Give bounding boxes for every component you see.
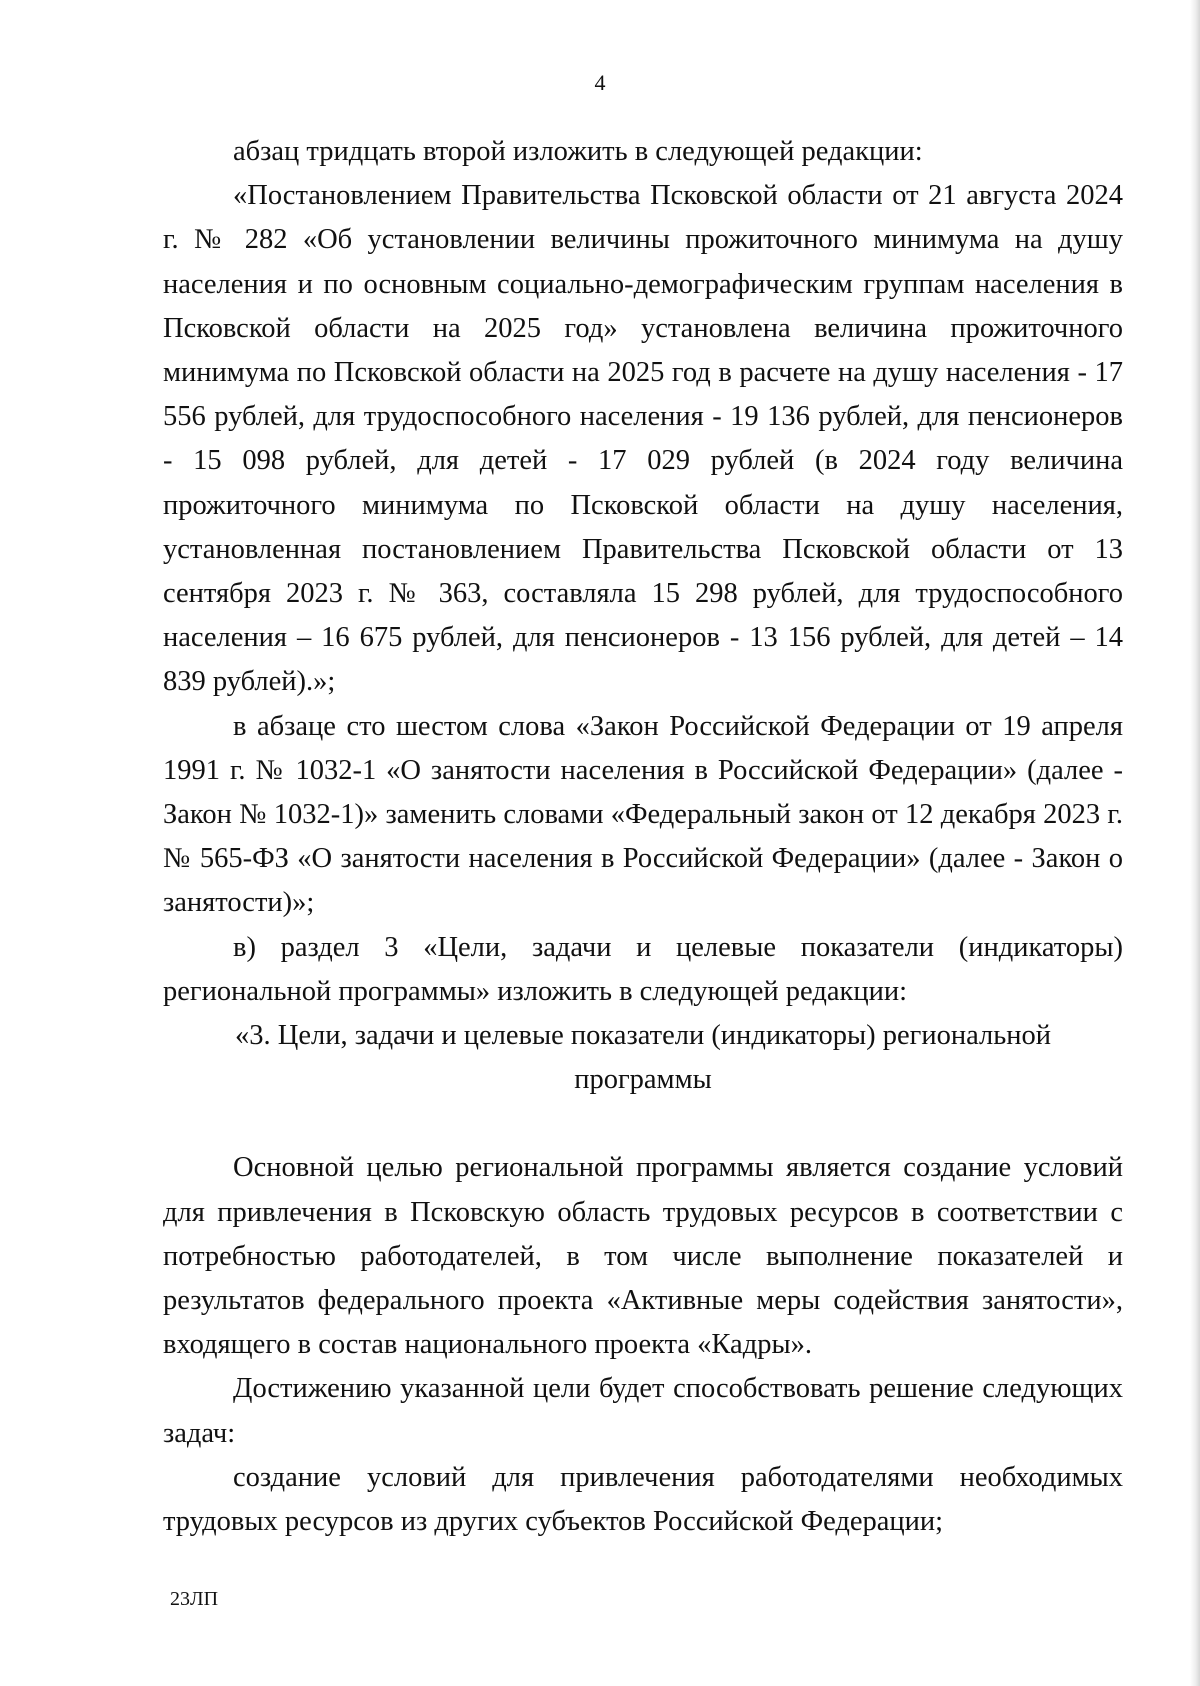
footer-code: 23ЛП bbox=[170, 1588, 219, 1610]
document-body bbox=[163, 130, 1123, 1544]
paragraph-subsistence-minimum: «Постановлением Правительства Псковской области от 21 августа 2024 г. № 282 «Об установлении величины прожиточного минимума на душу населения и по основным социально-демографическим группам населения в Псковской области на 2025 год» установлена величина прожиточного минимума по Псковской области на 2025 год в расчете на душу населения - 17 556 рублей, для трудоспособного населения - 19 136 рублей, для пенсионеров - 15 098 рублей, для детей - 17 029 рублей (в 2024 году величина прожиточного минимума по Псковской области на душу населения, установленная постановлением Правительства Псковской области от 13 сентября 2023 г. № 363, составляла 15 298 рублей, для трудоспособного населения – 16 675 рублей, для пенсионеров - 13 156 рублей, для детей – 14 839 рублей).»; bbox=[163, 180, 1123, 698]
paragraph-main-goal: Основной целью региональной программы является создание условий для привлечения в Псковскую область трудовых ресурсов в соответствии с потребностью работодателей, в том числе выполнение показателей и результатов федерального проекта «Активные меры содействия занятости», входящего в состав национального проекта «Кадры». bbox=[163, 1152, 1123, 1361]
page-number: 4 bbox=[594, 70, 606, 95]
paragraph-32-intro: абзац тридцать второй изложить в следующей редакции: bbox=[233, 136, 923, 167]
scan-edge bbox=[1190, 0, 1200, 1686]
paragraph-task-1: создание условий для привлечения работодателями необходимых трудовых ресурсов из других субъектов Российской Федерации; bbox=[163, 1461, 1123, 1538]
paragraph-tasks-intro: Достижению указанной цели будет способствовать решение следующих задач: bbox=[163, 1373, 1123, 1449]
paragraph-106-amendment: в абзаце сто шестом слова «Закон Российской Федерации от 19 апреля 1991 г. № 1032-1 «О занятости населения в Российской Федерации» (далее - Закон № 1032-1)» заменить словами «Федеральный закон от 12 декабря 2023 г. № 565-ФЗ «О занятости населения в Российской Федерации» (далее - Закон о занятости)»; bbox=[163, 710, 1123, 919]
paragraph-section-3-intro: в) раздел 3 «Цели, задачи и целевые показатели (индикаторы) региональной программы» изложить в следующей редакции: bbox=[163, 931, 1123, 1007]
section-heading: «3. Цели, задачи и целевые показатели (индикаторы) региональной программы bbox=[235, 1020, 1051, 1096]
